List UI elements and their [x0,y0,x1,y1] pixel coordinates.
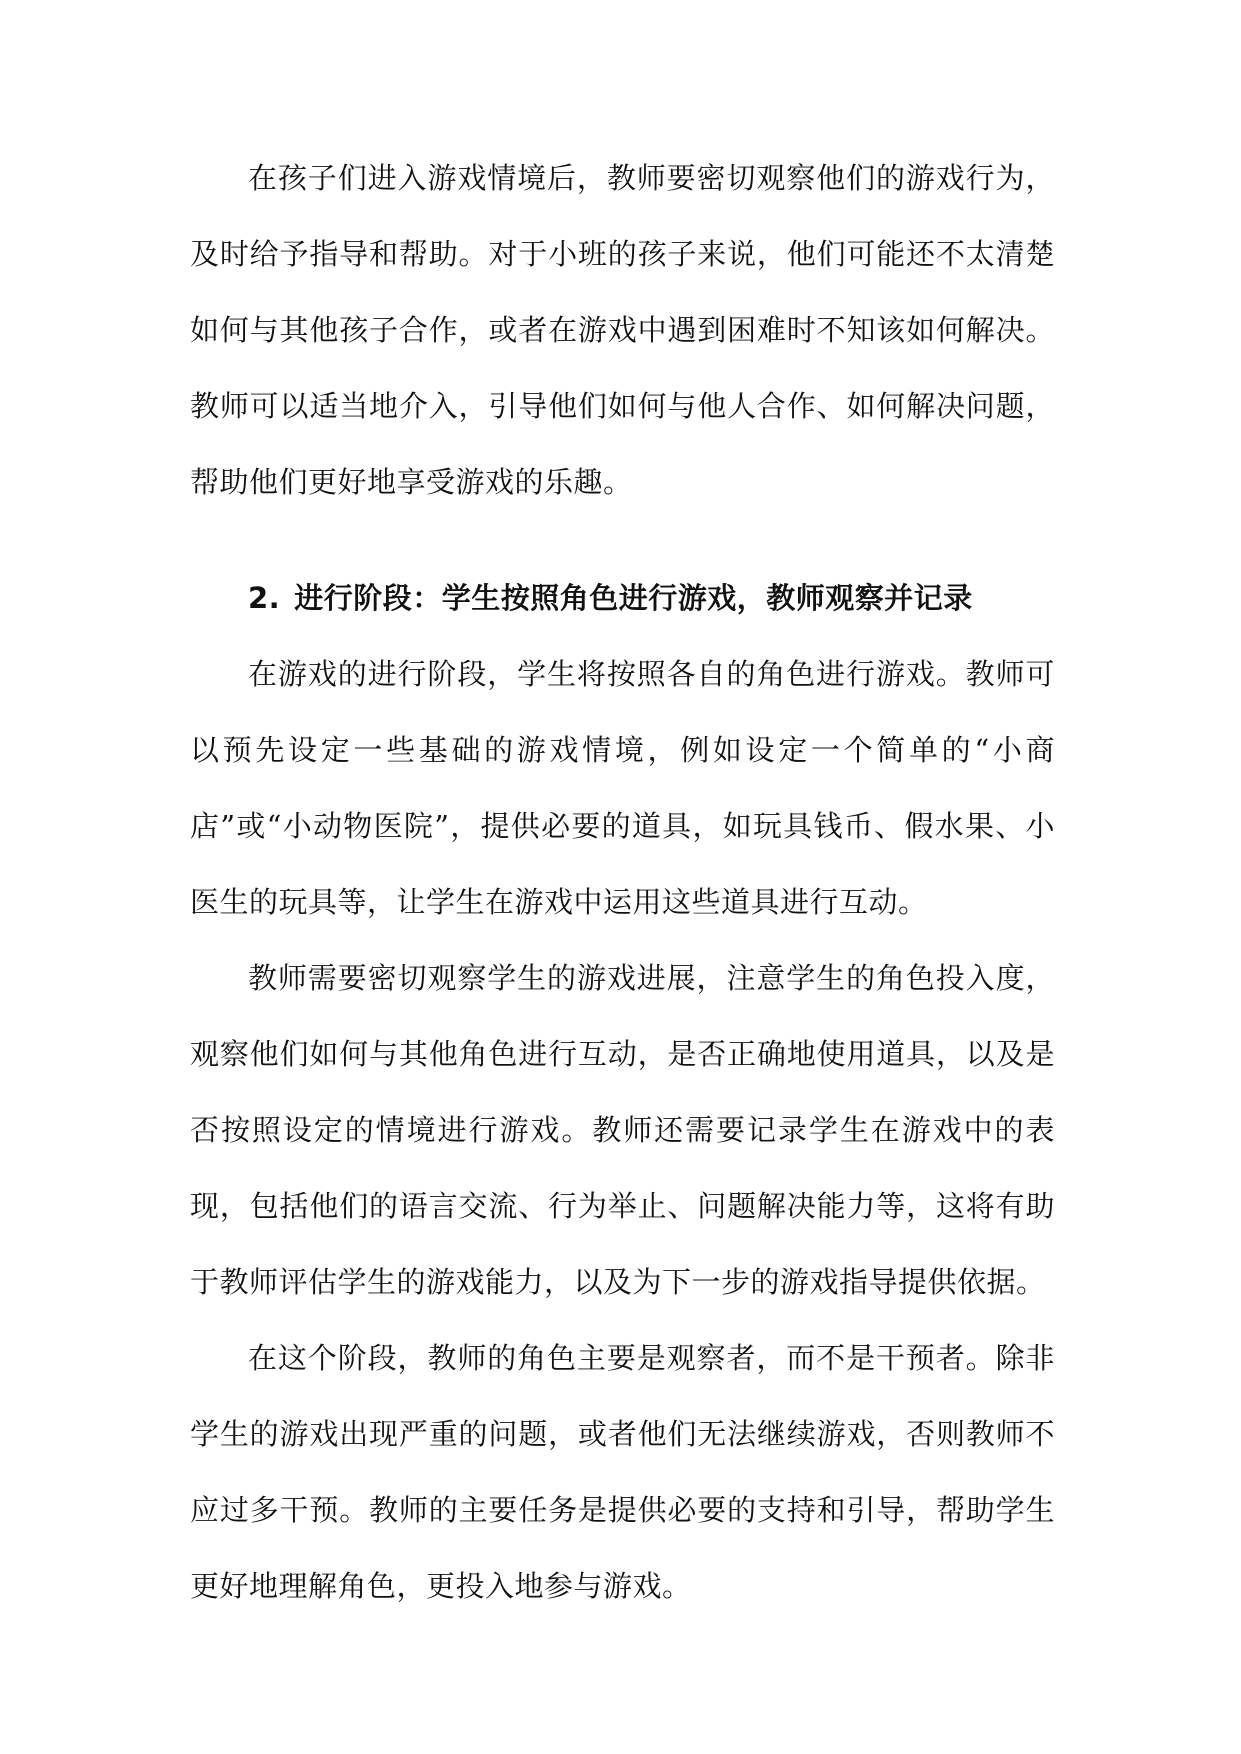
paragraph-game-stage: 在游戏的进行阶段，学生将按照各自的角色进行游戏。教师可以预先设定一些基础的游戏情境，例如设定一个简单的“小商店”或“小动物医院”，提供必要的道具，如玩具钱币、假水果、小医生的玩具等，让学生在游戏中运用这些道具进行互动。 [190,657,1055,919]
spacer [190,520,1055,560]
paragraph-teacher-role: 在这个阶段，教师的角色主要是观察者，而不是干预者。除非学生的游戏出现严重的问题，或者他们无法继续游戏，否则教师不应过多干预。教师的主要任务是提供必要的支持和引导，帮助学生更好地理解角色，更投入地参与游戏。 [190,1341,1055,1603]
paragraph-observation-guidance: 在孩子们进入游戏情境后，教师要密切观察他们的游戏行为，及时给予指导和帮助。对于小班的孩子来说，他们可能还不太清楚如何与其他孩子合作，或者在游戏中遇到困难时不知该如何解决。教师可以适当地介入，引导他们如何与他人合作、如何解决问题，帮助他们更好地享受游戏的乐趣。 [190,161,1055,499]
section-heading [190,560,1055,636]
paragraph-teacher-observation: 教师需要密切观察学生的游戏进展，注意学生的角色投入度，观察他们如何与其他角色进行互动，是否正确地使用道具，以及是否按照设定的情境进行游戏。教师还需要记录学生在游戏中的表现，包括他们的语言交流、行为举止、问题解决能力等，这将有助于教师评估学生的游戏能力，以及为下一步的游戏指导提供依据。 [190,961,1055,1299]
document-body [190,140,1055,1624]
section-heading-text: 进行阶段：学生按照角色进行游戏，教师观察并记录 [294,581,973,615]
section-number: 2. [248,581,281,615]
